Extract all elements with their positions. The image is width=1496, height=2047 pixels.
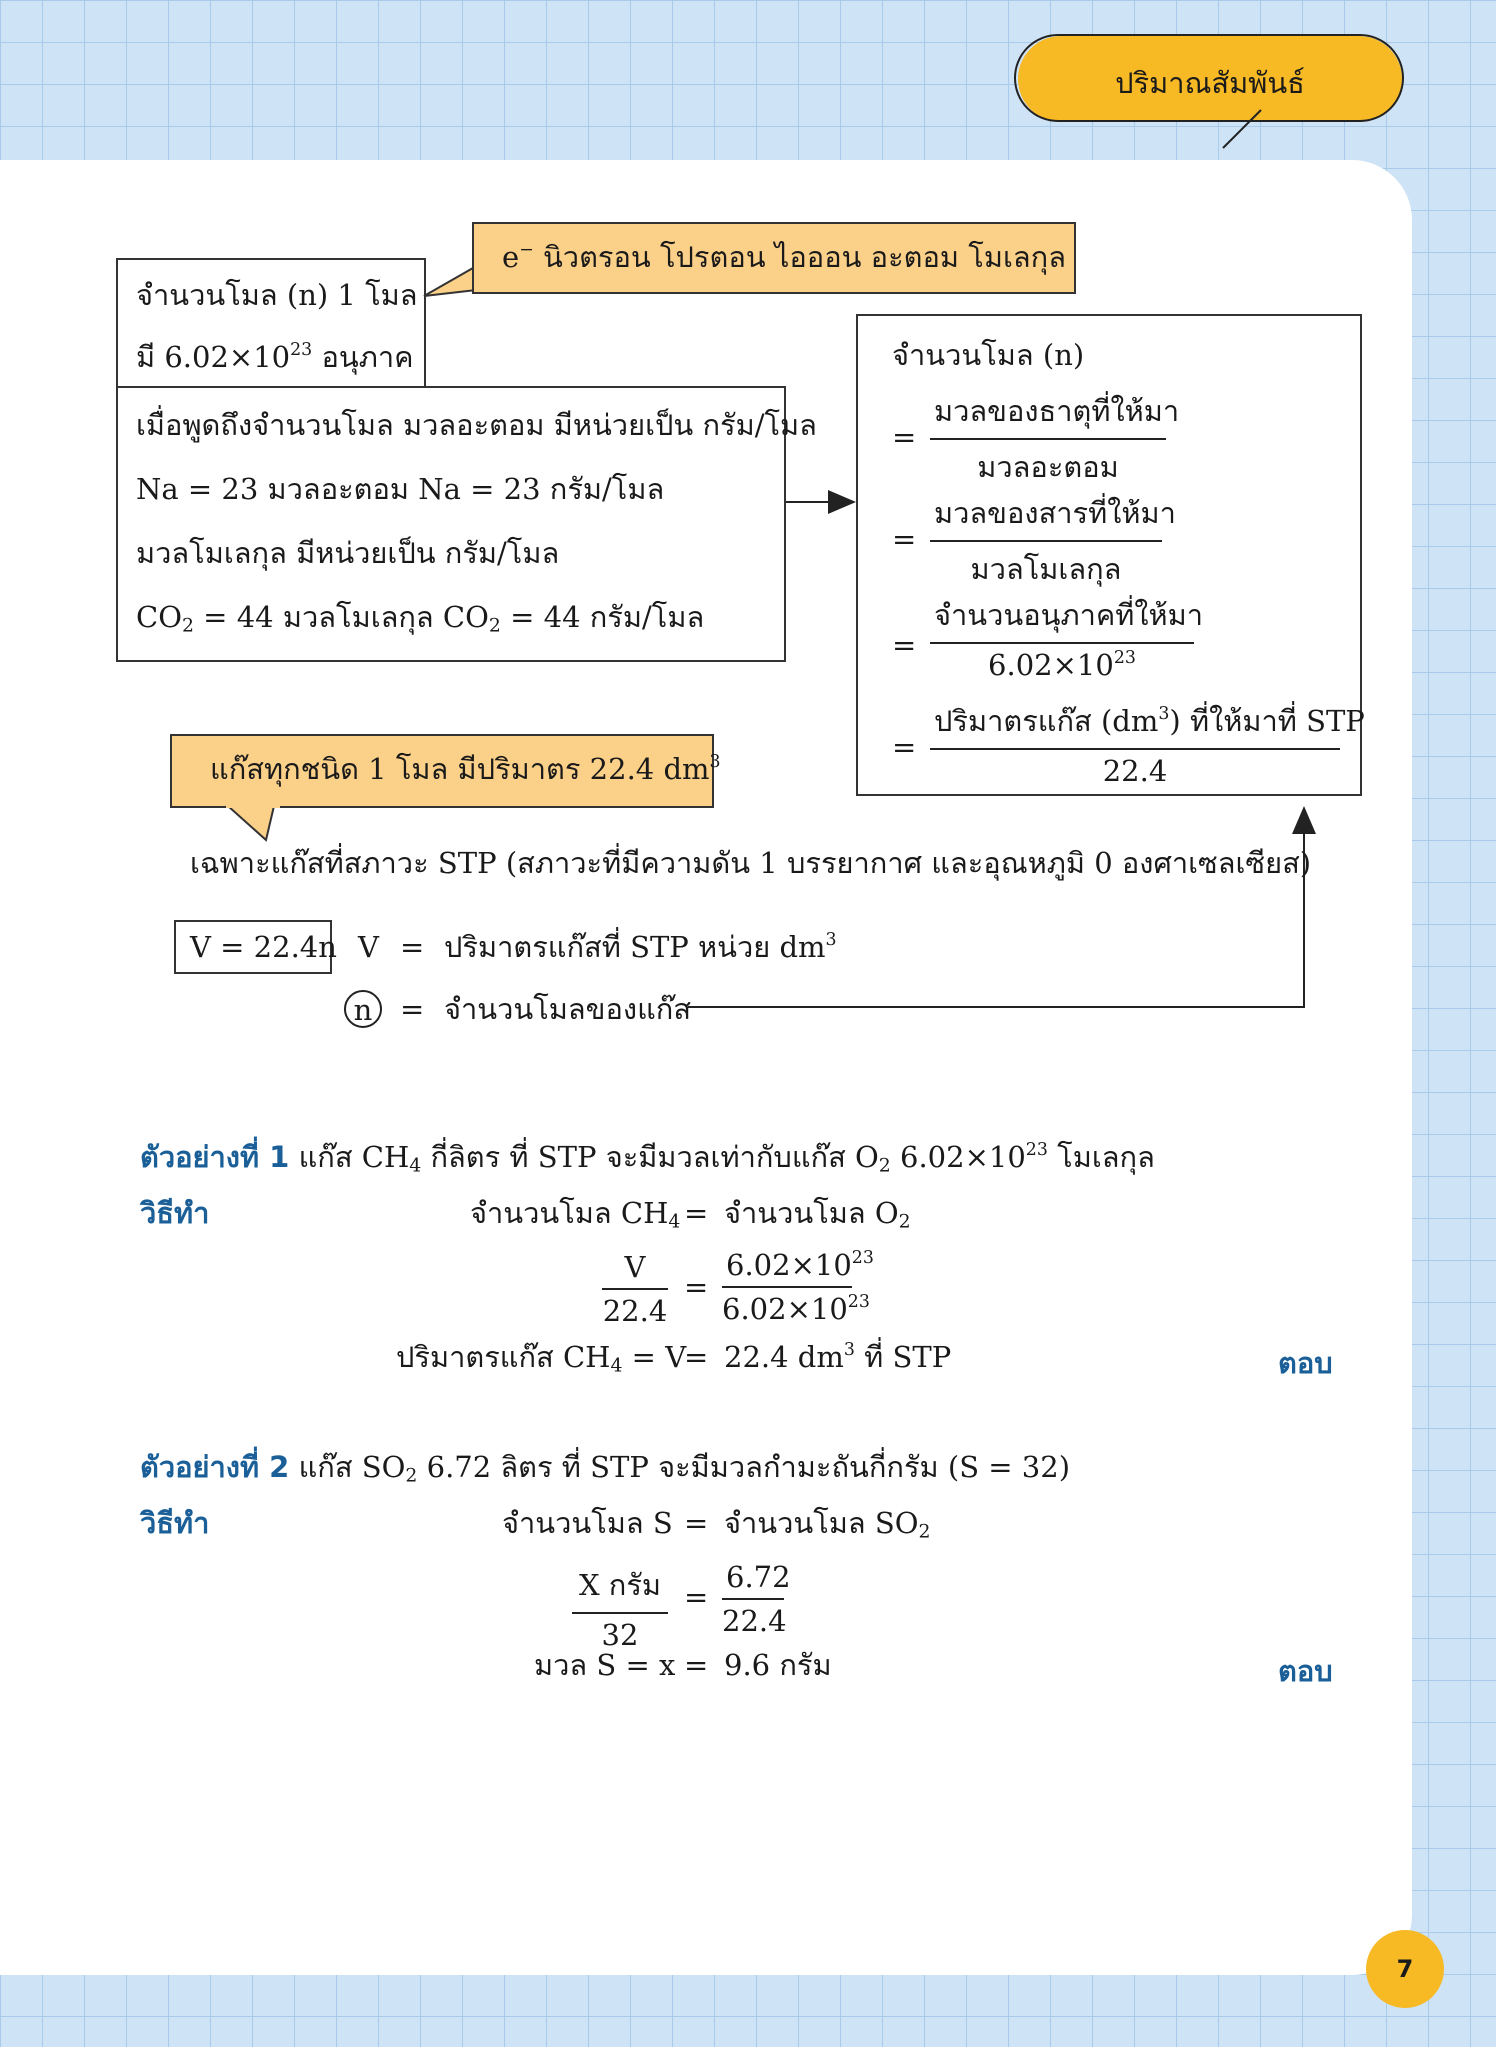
example1-fraction-right: $\frac{6.02\times 10^{23}}{6.02\times 10^{23}}$: [722, 1247, 874, 1326]
example1-line3-right: 22.4 $dm^3$ ที่ STP: [724, 1339, 952, 1374]
example1-line1-eq: =: [684, 1196, 709, 1230]
mole-fraction-gas-volume: ปริมาตรแก๊ส $(dm^3)$ ที่ให้มาที่ STP 22.4: [930, 698, 1340, 788]
particles-callout-text: e− นิวตรอน โปรตอน ไอออน อะตอม โมเลกุล: [502, 239, 1066, 274]
n-description: จำนวนโมลของแก๊ส: [444, 992, 692, 1026]
v-symbol: V: [358, 930, 379, 964]
v-eq-sign: =: [400, 930, 425, 964]
example1-line3-eq: =: [684, 1340, 709, 1374]
chapter-tab-label: ปริมาณสัมพันธ์: [1115, 66, 1305, 100]
example2-line3-eq: =: [684, 1648, 709, 1682]
example2-question: ตัวอย่างที่ 2 แก๊ส $SO_2$ 6.72 ลิตร ที่ STP จะมีมวลกำมะถันกี่กรัม (S = 32): [140, 1450, 1071, 1487]
gas-volume-callout-text: แก๊สทุกชนิด 1 โมล มีปริมาตร 22.4 $dm^3$: [210, 751, 721, 786]
v-description: ปริมาตรแก๊สที่ STP หน่วย $dm^3$: [444, 929, 837, 964]
example2-line3-right: 9.6 กรัม: [724, 1648, 832, 1682]
example2-method-label: วิธีทำ: [140, 1506, 210, 1540]
mole-eq-sign-4: =: [892, 730, 917, 764]
mole-fraction-particles: จำนวนอนุภาคที่ให้มา $6.02\times 10^{23}$: [930, 592, 1194, 682]
n-symbol: n: [344, 990, 382, 1028]
molar-mass-line2: Na = 23 มวลอะตอม Na = 23 กรัม/โมล: [136, 472, 665, 506]
example1-line2-eq: =: [684, 1270, 709, 1304]
mole-eq-sign-2: =: [892, 522, 917, 556]
example2-line2-eq: =: [684, 1580, 709, 1614]
example2-line1-left: จำนวนโมล S: [502, 1506, 673, 1540]
mole-definition-line2: มี $6.02\times 10^{23}$ อนุภาค: [136, 339, 414, 374]
page-number: 7: [1366, 1930, 1444, 2008]
example2-line1-right: จำนวนโมล $SO_2$: [724, 1506, 931, 1543]
gas-volume-formula: V = 22.4n: [190, 930, 337, 964]
molar-mass-line4: $CO_2 = 44$ มวลโมเลกุล $CO_2 = 44$ กรัม/โมล: [136, 600, 705, 637]
gas-volume-callout-tail: [220, 798, 300, 846]
mole-definition-line1: จำนวนโมล (n) 1 โมล: [136, 278, 418, 312]
example1-question: ตัวอย่างที่ 1 แก๊ส $CH_4$ กี่ลิตร ที่ STP จะมีมวลเท่ากับแก๊ส $O_2$ $6.02\times 10^{23}$ โมเลกุล: [140, 1139, 1155, 1177]
mole-formulas-title: จำนวนโมล (n): [892, 338, 1085, 372]
example2-answer-label: ตอบ: [1278, 1654, 1333, 1688]
example1-answer-label: ตอบ: [1278, 1346, 1333, 1380]
example2-line1-eq: =: [684, 1506, 709, 1540]
mole-fraction-compound: มวลของสารที่ให้มา มวลโมเลกุล: [930, 490, 1162, 592]
mole-eq-sign-3: =: [892, 628, 917, 662]
stp-note: เฉพาะแก๊สที่สภาวะ STP (สภาวะที่มีความดัน 1 บรรยากาศ และอุณหภูมิ 0 องศาเซลเซียส): [190, 846, 1312, 880]
example1-fraction-left: $\frac{V}{22.4}$: [602, 1250, 668, 1328]
mole-fraction-element: มวลของธาตุที่ให้มา มวลอะตอม: [930, 388, 1166, 490]
example1-line1-left: จำนวนโมล $CH_4$: [470, 1196, 681, 1233]
example2-fraction-right: $\frac{6.72}{22.4}$: [722, 1560, 791, 1638]
mole-eq-sign-1: =: [892, 420, 917, 454]
example1-method-label: วิธีทำ: [140, 1196, 210, 1230]
n-eq-sign: =: [400, 992, 425, 1026]
example1-line3-left: ปริมาตรแก๊ส $CH_4 = V$: [396, 1340, 687, 1377]
example2-fraction-left: X กรัม 32: [572, 1562, 668, 1652]
example1-line1-right: จำนวนโมล $O_2$: [724, 1196, 911, 1233]
molar-mass-line1: เมื่อพูดถึงจำนวนโมล มวลอะตอม มีหน่วยเป็น กรัม/โมล: [136, 408, 817, 442]
molar-mass-line3: มวลโมเลกุล มีหน่วยเป็น กรัม/โมล: [136, 536, 560, 570]
example2-line3-left: มวล S = x: [534, 1648, 676, 1682]
